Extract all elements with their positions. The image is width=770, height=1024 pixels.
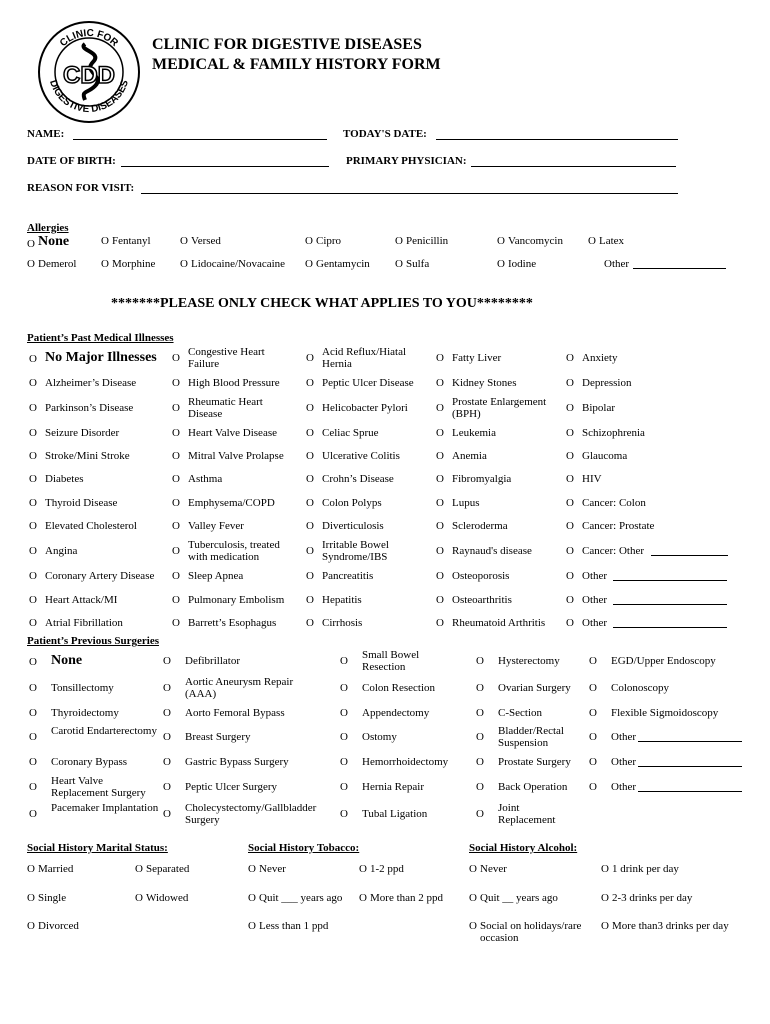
option-label-bladder-rectal-suspension: Bladder/Rectal Suspension <box>498 725 564 749</box>
checkbox-stroke-mini-stroke[interactable]: O <box>29 450 37 462</box>
checkbox-no-major-illnesses[interactable]: O <box>29 353 37 365</box>
form-title-line1: CLINIC FOR DIGESTIVE DISEASES <box>152 36 422 53</box>
option-label-thyroid-disease: Thyroid Disease <box>45 497 118 509</box>
checkbox-back-operation[interactable]: O <box>476 781 484 793</box>
checkbox-hepatitis[interactable]: O <box>306 594 314 606</box>
checkbox-other[interactable]: O <box>566 594 574 606</box>
option-label-pancreatitis: Pancreatitis <box>322 570 374 582</box>
option-label-quit-years-ago: Quit ___ years ago <box>259 892 343 904</box>
checkbox-high-blood-pressure[interactable]: O <box>172 377 180 389</box>
checkbox-other[interactable]: O <box>566 570 574 582</box>
form-title-line2: MEDICAL & FAMILY HISTORY FORM <box>152 56 441 73</box>
option-label-divorced: Divorced <box>38 920 79 932</box>
checkbox-2-3-drinks-per-day[interactable]: O <box>601 892 609 904</box>
option-label-colon-resection: Colon Resection <box>362 682 436 694</box>
option-label-bipolar: Bipolar <box>582 402 615 414</box>
option-label-high-blood-pressure: High Blood Pressure <box>188 377 280 389</box>
checkbox-quit-years-ago[interactable]: O <box>248 892 256 904</box>
checkbox-cancer-prostate[interactable]: O <box>566 520 574 532</box>
checkbox-kidney-stones[interactable]: O <box>436 377 444 389</box>
option-label-quit-years-ago: Quit __ years ago <box>480 892 558 904</box>
option-label-helicobacter-pylori: Helicobacter Pylori <box>322 402 408 414</box>
checkbox-more-than3-drinks-per-day[interactable]: O <box>601 920 609 932</box>
option-label-prostate-enlargement-bph: Prostate Enlargement (BPH) <box>452 396 547 420</box>
checkbox-heart-attack-mi[interactable]: O <box>29 594 37 606</box>
option-label-thyroidectomy: Thyroidectomy <box>51 707 119 719</box>
option-label-crohn-s-disease: Crohn’s Disease <box>322 473 394 485</box>
option-label-fentanyl: Fentanyl <box>112 235 151 247</box>
checkbox-atrial-fibrillation[interactable]: O <box>29 617 37 629</box>
option-label-anxiety: Anxiety <box>582 352 618 364</box>
checkbox-gentamycin[interactable]: O <box>305 258 313 270</box>
option-label-demerol: Demerol <box>38 258 77 270</box>
option-label-none: None <box>51 653 83 668</box>
option-label-coronary-bypass: Coronary Bypass <box>51 756 128 768</box>
checkbox-c-section[interactable]: O <box>476 707 484 719</box>
clinic-logo <box>37 20 141 124</box>
checkbox-cipro[interactable]: O <box>305 235 313 247</box>
checkbox-cancer-other[interactable]: O <box>566 545 574 557</box>
option-label-none: None <box>38 234 70 249</box>
option-label-glaucoma: Glaucoma <box>582 450 628 462</box>
checkbox-flexible-sigmoidoscopy[interactable]: O <box>589 707 597 719</box>
option-label-cancer-other: Cancer: Other <box>582 545 644 557</box>
option-label-joint-replacement: Joint Replacement <box>498 802 556 826</box>
checkbox-prostate-enlargement-bph[interactable]: O <box>436 402 444 414</box>
checkbox-quit-years-ago[interactable]: O <box>469 892 477 904</box>
option-label-social-on-holidays-rare-occasion: Social on holidays/rare occasion <box>480 920 582 944</box>
reason-field[interactable] <box>141 193 678 194</box>
checkbox-alzheimer-s-disease[interactable]: O <box>29 377 37 389</box>
option-label-widowed: Widowed <box>146 892 189 904</box>
checkbox-ostomy[interactable]: O <box>340 731 348 743</box>
option-label-rheumatoid-arthritis: Rheumatoid Arthritis <box>452 617 546 629</box>
checkbox-hemorrhoidectomy[interactable]: O <box>340 756 348 768</box>
marital-heading: Social History Marital Status: <box>27 842 168 854</box>
option-label-aorto-femoral-bypass: Aorto Femoral Bypass <box>185 707 285 719</box>
option-label-schizophrenia: Schizophrenia <box>582 427 645 439</box>
other-write-in-line[interactable] <box>638 791 742 792</box>
option-label-peptic-ulcer-disease: Peptic Ulcer Disease <box>322 377 414 389</box>
option-label-lupus: Lupus <box>452 497 480 509</box>
option-label-other: Other <box>611 781 637 793</box>
checkbox-glaucoma[interactable]: O <box>566 450 574 462</box>
option-label-other: Other <box>611 731 637 743</box>
checkbox-ovarian-surgery[interactable]: O <box>476 682 484 694</box>
checkbox-gastric-bypass-surgery[interactable]: O <box>163 756 171 768</box>
checkbox-scleroderma[interactable]: O <box>436 520 444 532</box>
checkbox-rheumatoid-arthritis[interactable]: O <box>436 617 444 629</box>
option-label-separated: Separated <box>146 863 190 875</box>
checkbox-pancreatitis[interactable]: O <box>306 570 314 582</box>
tobacco-heading: Social History Tobacco: <box>248 842 360 854</box>
checkbox-raynaud-s-disease[interactable]: O <box>436 545 444 557</box>
option-label-never: Never <box>480 863 507 875</box>
checkbox-anemia[interactable]: O <box>436 450 444 462</box>
option-label-lidocaine-novacaine: Lidocaine/Novacaine <box>191 258 286 270</box>
checkbox-depression[interactable]: O <box>566 377 574 389</box>
option-label-other: Other <box>582 570 608 582</box>
option-label-ostomy: Ostomy <box>362 731 397 743</box>
option-label-rheumatic-heart-disease: Rheumatic Heart Disease <box>188 396 263 420</box>
option-label-never: Never <box>259 863 286 875</box>
checkbox-peptic-ulcer-disease[interactable]: O <box>306 377 314 389</box>
option-label-tonsillectomy: Tonsillectomy <box>51 682 114 694</box>
option-label-scleroderma: Scleroderma <box>452 520 508 532</box>
option-label-heart-attack-mi: Heart Attack/MI <box>45 594 118 606</box>
other-write-in-line[interactable] <box>613 604 727 605</box>
option-label-alzheimer-s-disease: Alzheimer’s Disease <box>45 377 137 389</box>
checkbox-never[interactable]: O <box>248 863 256 875</box>
checkbox-tuberculosis-treated-with-medication[interactable]: O <box>172 545 180 557</box>
option-label-heart-valve-replacement-surgery: Heart Valve Replacement Surgery <box>51 775 146 799</box>
allergies-heading: Allergies <box>27 222 69 234</box>
option-label-egd-upper-endoscopy: EGD/Upper Endoscopy <box>611 655 716 667</box>
checkbox-fatty-liver[interactable]: O <box>436 352 444 364</box>
checkbox-none[interactable]: O <box>27 238 35 250</box>
checkbox-coronary-artery-disease[interactable]: O <box>29 570 37 582</box>
option-label-cholecystectomy-gallbladder-surgery: Cholecystectomy/Gallbladder Surgery <box>185 802 317 826</box>
todays-date-field[interactable] <box>436 139 678 140</box>
checkbox-egd-upper-endoscopy[interactable]: O <box>589 655 597 667</box>
checkbox-versed[interactable]: O <box>180 235 188 247</box>
checkbox-rheumatic-heart-disease[interactable]: O <box>172 402 180 414</box>
checkbox-diverticulosis[interactable]: O <box>306 520 314 532</box>
option-label-more-than-2-ppd: More than 2 ppd <box>370 892 444 904</box>
checkbox-sulfa[interactable]: O <box>395 258 403 270</box>
option-label-other: Other <box>582 617 608 629</box>
checkbox-crohn-s-disease[interactable]: O <box>306 473 314 485</box>
past-medical-heading: Patient’s Past Medical Illnesses <box>27 332 174 344</box>
other-write-in-line[interactable] <box>638 766 742 767</box>
option-label-atrial-fibrillation: Atrial Fibrillation <box>45 617 123 629</box>
checkbox-aortic-aneurysm-repair-aaa[interactable]: O <box>163 682 171 694</box>
checkbox-lidocaine-novacaine[interactable]: O <box>180 258 188 270</box>
option-label-iodine: Iodine <box>508 258 537 270</box>
checkbox-leukemia[interactable]: O <box>436 427 444 439</box>
option-label-gentamycin: Gentamycin <box>316 258 370 270</box>
checkbox-valley-fever[interactable]: O <box>172 520 180 532</box>
option-label-sleep-apnea: Sleep Apnea <box>188 570 244 582</box>
option-label-pulmonary-embolism: Pulmonary Embolism <box>188 594 285 606</box>
checkbox-sleep-apnea[interactable]: O <box>172 570 180 582</box>
option-label-tuberculosis-treated-with-medication: Tuberculosis, treated with medication <box>188 539 280 563</box>
primary-physician-label: PRIMARY PHYSICIAN: <box>346 155 467 167</box>
checkbox-anxiety[interactable]: O <box>566 352 574 364</box>
checkbox-cancer-colon[interactable]: O <box>566 497 574 509</box>
option-label-more-than3-drinks-per-day: More than3 drinks per day <box>612 920 729 932</box>
checkbox-other[interactable]: O <box>589 731 597 743</box>
option-label-less-than-1-ppd: Less than 1 ppd <box>259 920 329 932</box>
checkbox-less-than-1-ppd[interactable]: O <box>248 920 256 932</box>
checkbox-peptic-ulcer-surgery[interactable]: O <box>163 781 171 793</box>
option-label-seizure-disorder: Seizure Disorder <box>45 427 120 439</box>
option-label-cancer-prostate: Cancer: Prostate <box>582 520 655 532</box>
checkbox-cholecystectomy-gallbladder-surgery[interactable]: O <box>163 808 171 820</box>
checkbox-elevated-cholesterol[interactable]: O <box>29 520 37 532</box>
other-write-in-line[interactable] <box>613 627 727 628</box>
option-label-c-section: C-Section <box>498 707 542 719</box>
checkbox-morphine[interactable]: O <box>101 258 109 270</box>
checkbox-widowed[interactable]: O <box>135 892 143 904</box>
checkbox-other[interactable]: O <box>589 781 597 793</box>
option-label-sulfa: Sulfa <box>406 258 430 270</box>
checkbox-celiac-sprue[interactable]: O <box>306 427 314 439</box>
option-label-morphine: Morphine <box>112 258 156 270</box>
reason-label: REASON FOR VISIT: <box>27 182 135 194</box>
option-label-cipro: Cipro <box>316 235 342 247</box>
svg-text:CLINIC FOR <box>58 28 121 50</box>
option-label-no-major-illnesses: No Major Illnesses <box>45 350 157 365</box>
checkbox-emphysema-copd[interactable]: O <box>172 497 180 509</box>
checkbox-seizure-disorder[interactable]: O <box>29 427 37 439</box>
option-label-carotid-endarterectomy: Carotid Endarterectomy <box>51 725 157 737</box>
option-label-heart-valve-disease: Heart Valve Disease <box>188 427 277 439</box>
checkbox-mitral-valve-prolapse[interactable]: O <box>172 450 180 462</box>
checkbox-penicillin[interactable]: O <box>395 235 403 247</box>
checkbox-demerol[interactable]: O <box>27 258 35 270</box>
checkbox-colonoscopy[interactable]: O <box>589 682 597 694</box>
option-label-appendectomy: Appendectomy <box>362 707 430 719</box>
option-label-versed: Versed <box>191 235 221 247</box>
checkbox-1-2-ppd[interactable]: O <box>359 863 367 875</box>
option-label-parkinson-s-disease: Parkinson’s Disease <box>45 402 134 414</box>
checkbox-hiv[interactable]: O <box>566 473 574 485</box>
checkbox-angina[interactable]: O <box>29 545 37 557</box>
checkbox-coronary-bypass[interactable]: O <box>29 756 37 768</box>
checkbox-other[interactable]: O <box>589 756 597 768</box>
checkbox-iodine[interactable]: O <box>497 258 505 270</box>
checkbox-prostate-surgery[interactable]: O <box>476 756 484 768</box>
checkbox-other[interactable]: O <box>566 617 574 629</box>
checkbox-social-on-holidays-rare-occasion[interactable]: O <box>469 920 477 932</box>
todays-date-label: TODAY'S DATE: <box>343 128 427 140</box>
option-label-elevated-cholesterol: Elevated Cholesterol <box>45 520 137 532</box>
primary-physician-field[interactable] <box>471 166 676 167</box>
checkbox-joint-replacement[interactable]: O <box>476 808 484 820</box>
checkbox-single[interactable]: O <box>27 892 35 904</box>
checkbox-pulmonary-embolism[interactable]: O <box>172 594 180 606</box>
surgeries-heading: Patient’s Previous Surgeries <box>27 635 159 647</box>
checkbox-pacemaker-implantation[interactable]: O <box>29 808 37 820</box>
option-label-pacemaker-implantation: Pacemaker Implantation <box>51 802 159 814</box>
option-label-hemorrhoidectomy: Hemorrhoidectomy <box>362 756 449 768</box>
checkbox-none[interactable]: O <box>29 656 37 668</box>
option-label-ulcerative-colitis: Ulcerative Colitis <box>322 450 400 462</box>
option-label-peptic-ulcer-surgery: Peptic Ulcer Surgery <box>185 781 278 793</box>
option-label-osteoporosis: Osteoporosis <box>452 570 510 582</box>
checkbox-separated[interactable]: O <box>135 863 143 875</box>
option-label-other: Other <box>582 594 608 606</box>
option-label-aortic-aneurysm-repair-aaa: Aortic Aneurysm Repair (AAA) <box>185 676 294 700</box>
checkbox-colon-resection[interactable]: O <box>340 682 348 694</box>
option-label-acid-reflux-hiatal-hernia: Acid Reflux/Hiatal Hernia <box>322 346 407 370</box>
checkbox-more-than-2-ppd[interactable]: O <box>359 892 367 904</box>
checkbox-osteoporosis[interactable]: O <box>436 570 444 582</box>
option-label-back-operation: Back Operation <box>498 781 568 793</box>
checkbox-defibrillator[interactable]: O <box>163 655 171 667</box>
option-label-coronary-artery-disease: Coronary Artery Disease <box>45 570 155 582</box>
checkbox-married[interactable]: O <box>27 863 35 875</box>
option-label-2-3-drinks-per-day: 2-3 drinks per day <box>612 892 693 904</box>
checkbox-heart-valve-disease[interactable]: O <box>172 427 180 439</box>
option-label-1-drink-per-day: 1 drink per day <box>612 863 679 875</box>
option-label-barrett-s-esophagus: Barrett’s Esophagus <box>188 617 277 629</box>
name-label: NAME: <box>27 128 65 140</box>
logo-ring-bottom: DIGESTIVE DISEASES <box>47 78 131 116</box>
checkbox-heart-valve-replacement-surgery[interactable]: O <box>29 781 37 793</box>
option-label-hiv: HIV <box>582 473 602 485</box>
checkbox-congestive-heart-failure[interactable]: O <box>172 352 180 364</box>
checkbox-bladder-rectal-suspension[interactable]: O <box>476 731 484 743</box>
option-label-hysterectomy: Hysterectomy <box>498 655 560 667</box>
option-label-other: Other <box>604 258 630 270</box>
option-label-depression: Depression <box>582 377 632 389</box>
checkbox-latex[interactable]: O <box>588 235 596 247</box>
checkbox-breast-surgery[interactable]: O <box>163 731 171 743</box>
checkbox-thyroidectomy[interactable]: O <box>29 707 37 719</box>
option-label-irritable-bowel-syndrome-ibs: Irritable Bowel Syndrome/IBS <box>322 539 389 563</box>
option-label-angina: Angina <box>45 545 78 557</box>
option-label-penicillin: Penicillin <box>406 235 449 247</box>
option-label-cancer-colon: Cancer: Colon <box>582 497 646 509</box>
checkbox-asthma[interactable]: O <box>172 473 180 485</box>
option-label-diverticulosis: Diverticulosis <box>322 520 384 532</box>
checkbox-osteoarthritis[interactable]: O <box>436 594 444 606</box>
checkbox-parkinson-s-disease[interactable]: O <box>29 402 37 414</box>
option-label-raynaud-s-disease: Raynaud's disease <box>452 545 532 557</box>
option-label-1-2-ppd: 1-2 ppd <box>370 863 404 875</box>
option-label-other: Other <box>611 756 637 768</box>
option-label-emphysema-copd: Emphysema/COPD <box>188 497 275 509</box>
option-label-flexible-sigmoidoscopy: Flexible Sigmoidoscopy <box>611 707 719 719</box>
option-label-fatty-liver: Fatty Liver <box>452 352 502 364</box>
checkbox-hernia-repair[interactable]: O <box>340 781 348 793</box>
checkbox-aorto-femoral-bypass[interactable]: O <box>163 707 171 719</box>
checkbox-diabetes[interactable]: O <box>29 473 37 485</box>
instruction-banner: *******PLEASE ONLY CHECK WHAT APPLIES TO YOU******** <box>111 296 533 311</box>
option-label-married: Married <box>38 863 74 875</box>
checkbox-bipolar[interactable]: O <box>566 402 574 414</box>
option-label-small-bowel-resection: Small Bowel Resection <box>362 649 420 673</box>
checkbox-carotid-endarterectomy[interactable]: O <box>29 731 37 743</box>
checkbox-cirrhosis[interactable]: O <box>306 617 314 629</box>
option-label-colonoscopy: Colonoscopy <box>611 682 670 694</box>
option-label-cirrhosis: Cirrhosis <box>322 617 363 629</box>
checkbox-tubal-ligation[interactable]: O <box>340 808 348 820</box>
option-label-valley-fever: Valley Fever <box>188 520 244 532</box>
option-label-hepatitis: Hepatitis <box>322 594 362 606</box>
option-label-celiac-sprue: Celiac Sprue <box>322 427 379 439</box>
option-label-osteoarthritis: Osteoarthritis <box>452 594 512 606</box>
option-label-congestive-heart-failure: Congestive Heart Failure <box>188 346 265 370</box>
checkbox-fibromyalgia[interactable]: O <box>436 473 444 485</box>
other-write-in-line[interactable] <box>651 555 728 556</box>
dob-field[interactable] <box>121 166 329 167</box>
checkbox-barrett-s-esophagus[interactable]: O <box>172 617 180 629</box>
checkbox-small-bowel-resection[interactable]: O <box>340 655 348 667</box>
checkbox-never[interactable]: O <box>469 863 477 875</box>
logo-ring-top: CLINIC FOR <box>58 27 120 49</box>
dob-label: DATE OF BIRTH: <box>27 155 116 167</box>
option-label-hernia-repair: Hernia Repair <box>362 781 424 793</box>
checkbox-appendectomy[interactable]: O <box>340 707 348 719</box>
option-label-single: Single <box>38 892 67 904</box>
checkbox-vancomycin[interactable]: O <box>497 235 505 247</box>
option-label-breast-surgery: Breast Surgery <box>185 731 251 743</box>
option-label-defibrillator: Defibrillator <box>185 655 240 667</box>
option-label-colon-polyps: Colon Polyps <box>322 497 382 509</box>
checkbox-hysterectomy[interactable]: O <box>476 655 484 667</box>
option-label-vancomycin: Vancomycin <box>508 235 563 247</box>
checkbox-1-drink-per-day[interactable]: O <box>601 863 609 875</box>
checkbox-acid-reflux-hiatal-hernia[interactable]: O <box>306 352 314 364</box>
checkbox-thyroid-disease[interactable]: O <box>29 497 37 509</box>
logo-initials: CDD <box>63 62 115 89</box>
other-write-in-line[interactable] <box>633 268 726 269</box>
checkbox-ulcerative-colitis[interactable]: O <box>306 450 314 462</box>
checkbox-schizophrenia[interactable]: O <box>566 427 574 439</box>
option-label-latex: Latex <box>599 235 625 247</box>
checkbox-lupus[interactable]: O <box>436 497 444 509</box>
checkbox-divorced[interactable]: O <box>27 920 35 932</box>
name-field[interactable] <box>73 139 327 140</box>
checkbox-colon-polyps[interactable]: O <box>306 497 314 509</box>
checkbox-helicobacter-pylori[interactable]: O <box>306 402 314 414</box>
option-label-gastric-bypass-surgery: Gastric Bypass Surgery <box>185 756 289 768</box>
option-label-kidney-stones: Kidney Stones <box>452 377 517 389</box>
option-label-leukemia: Leukemia <box>452 427 496 439</box>
option-label-mitral-valve-prolapse: Mitral Valve Prolapse <box>188 450 284 462</box>
option-label-stroke-mini-stroke: Stroke/Mini Stroke <box>45 450 130 462</box>
alcohol-heading: Social History Alcohol: <box>469 842 578 854</box>
other-write-in-line[interactable] <box>638 741 742 742</box>
option-label-prostate-surgery: Prostate Surgery <box>498 756 571 768</box>
other-write-in-line[interactable] <box>613 580 727 581</box>
option-label-anemia: Anemia <box>452 450 487 462</box>
checkbox-tonsillectomy[interactable]: O <box>29 682 37 694</box>
option-label-ovarian-surgery: Ovarian Surgery <box>498 682 571 694</box>
checkbox-irritable-bowel-syndrome-ibs[interactable]: O <box>306 545 314 557</box>
option-label-asthma: Asthma <box>188 473 223 485</box>
option-label-diabetes: Diabetes <box>45 473 84 485</box>
checkbox-fentanyl[interactable]: O <box>101 235 109 247</box>
option-label-tubal-ligation: Tubal Ligation <box>362 808 428 820</box>
option-label-fibromyalgia: Fibromyalgia <box>452 473 512 485</box>
